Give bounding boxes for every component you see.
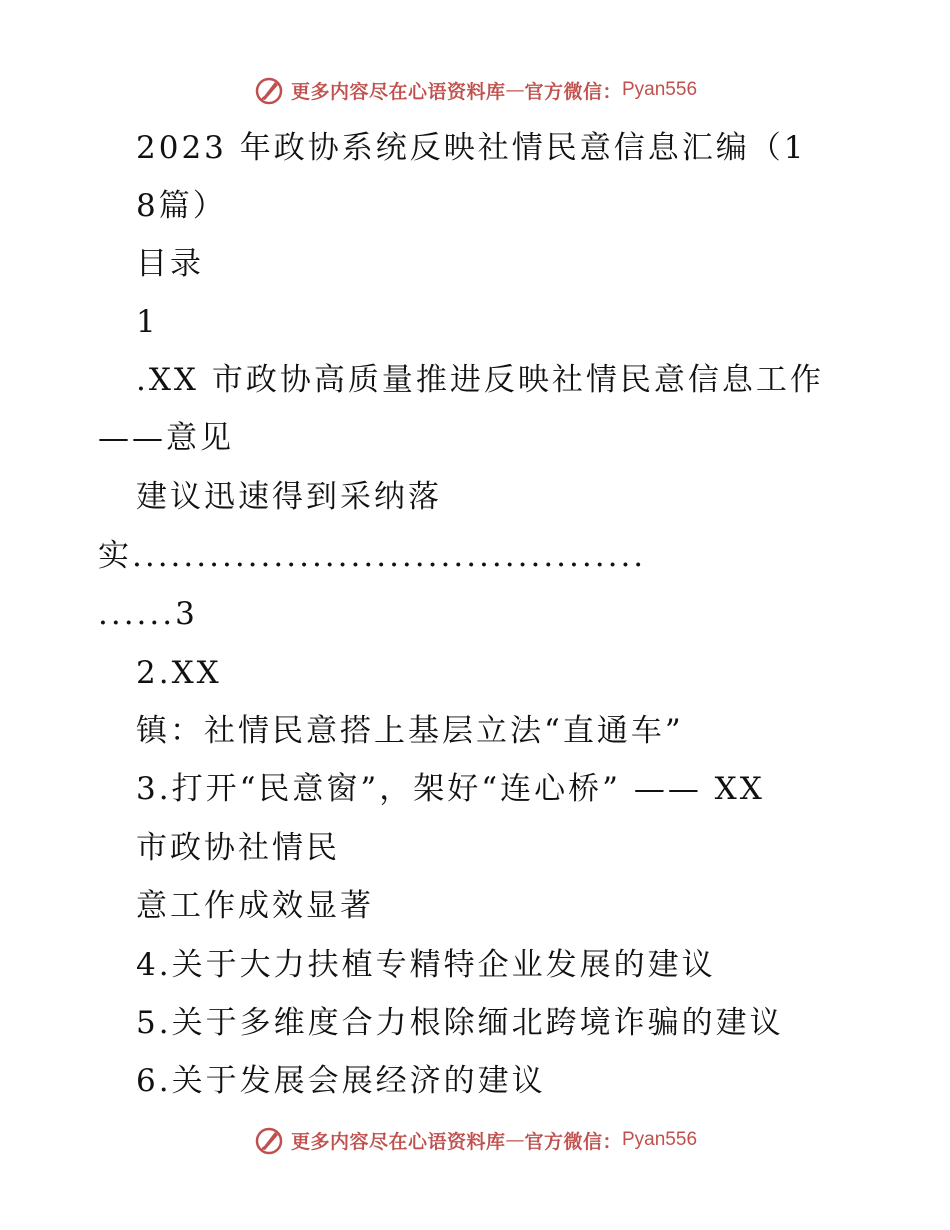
quill-seal-icon	[253, 74, 285, 106]
watermark-banner-bottom	[0, 1120, 950, 1160]
watermark-wechat-label: 官方微信：	[524, 1130, 622, 1153]
toc-item-3-line-1: 3.打开“民意窗”，架好“连心桥” —— XX	[136, 771, 765, 807]
quill-seal-icon	[253, 1124, 285, 1156]
watermark-text: 更多内容尽在心语资料库	[290, 80, 506, 103]
watermark-separator: —	[505, 79, 525, 101]
watermark-wechat-label: 官方微信：	[524, 80, 622, 103]
toc-item-2-number: 2.XX	[136, 655, 222, 691]
toc-item-1-page: ......3	[98, 596, 198, 632]
doc-title-line-2: 8篇）	[136, 188, 227, 224]
doc-title-line-1: 2023 年政协系统反映社情民意信息汇编（1	[136, 130, 807, 166]
toc-item-1-leader-dots: 实........................................	[98, 538, 647, 574]
toc-item-6: 6.关于发展会展经济的建议	[136, 1063, 546, 1099]
toc-item-1-line-1: .XX 市政协高质量推进反映社情民意信息工作	[136, 362, 824, 398]
watermark-separator: —	[505, 1129, 525, 1151]
watermark-banner-top	[0, 70, 950, 110]
toc-item-1-number: 1	[136, 304, 159, 340]
toc-item-1-line-3: 建议迅速得到采纳落	[136, 479, 442, 515]
toc-item-2-title: 镇：社情民意搭上基层立法“直通车”	[136, 713, 684, 749]
toc-item-1-line-2: ——意见	[98, 420, 234, 456]
toc-item-3-line-2: 市政协社情民	[136, 830, 340, 866]
toc-item-4: 4.关于大力扶植专精特企业发展的建议	[136, 947, 716, 983]
watermark-wechat-id: Pyan556	[622, 1129, 698, 1150]
watermark-wechat-id: Pyan556	[622, 79, 698, 100]
watermark-text: 更多内容尽在心语资料库	[290, 1130, 506, 1153]
toc-item-5: 5.关于多维度合力根除缅北跨境诈骗的建议	[136, 1005, 784, 1041]
toc-item-3-line-3: 意工作成效显著	[136, 888, 374, 924]
toc-heading: 目录	[136, 246, 204, 282]
